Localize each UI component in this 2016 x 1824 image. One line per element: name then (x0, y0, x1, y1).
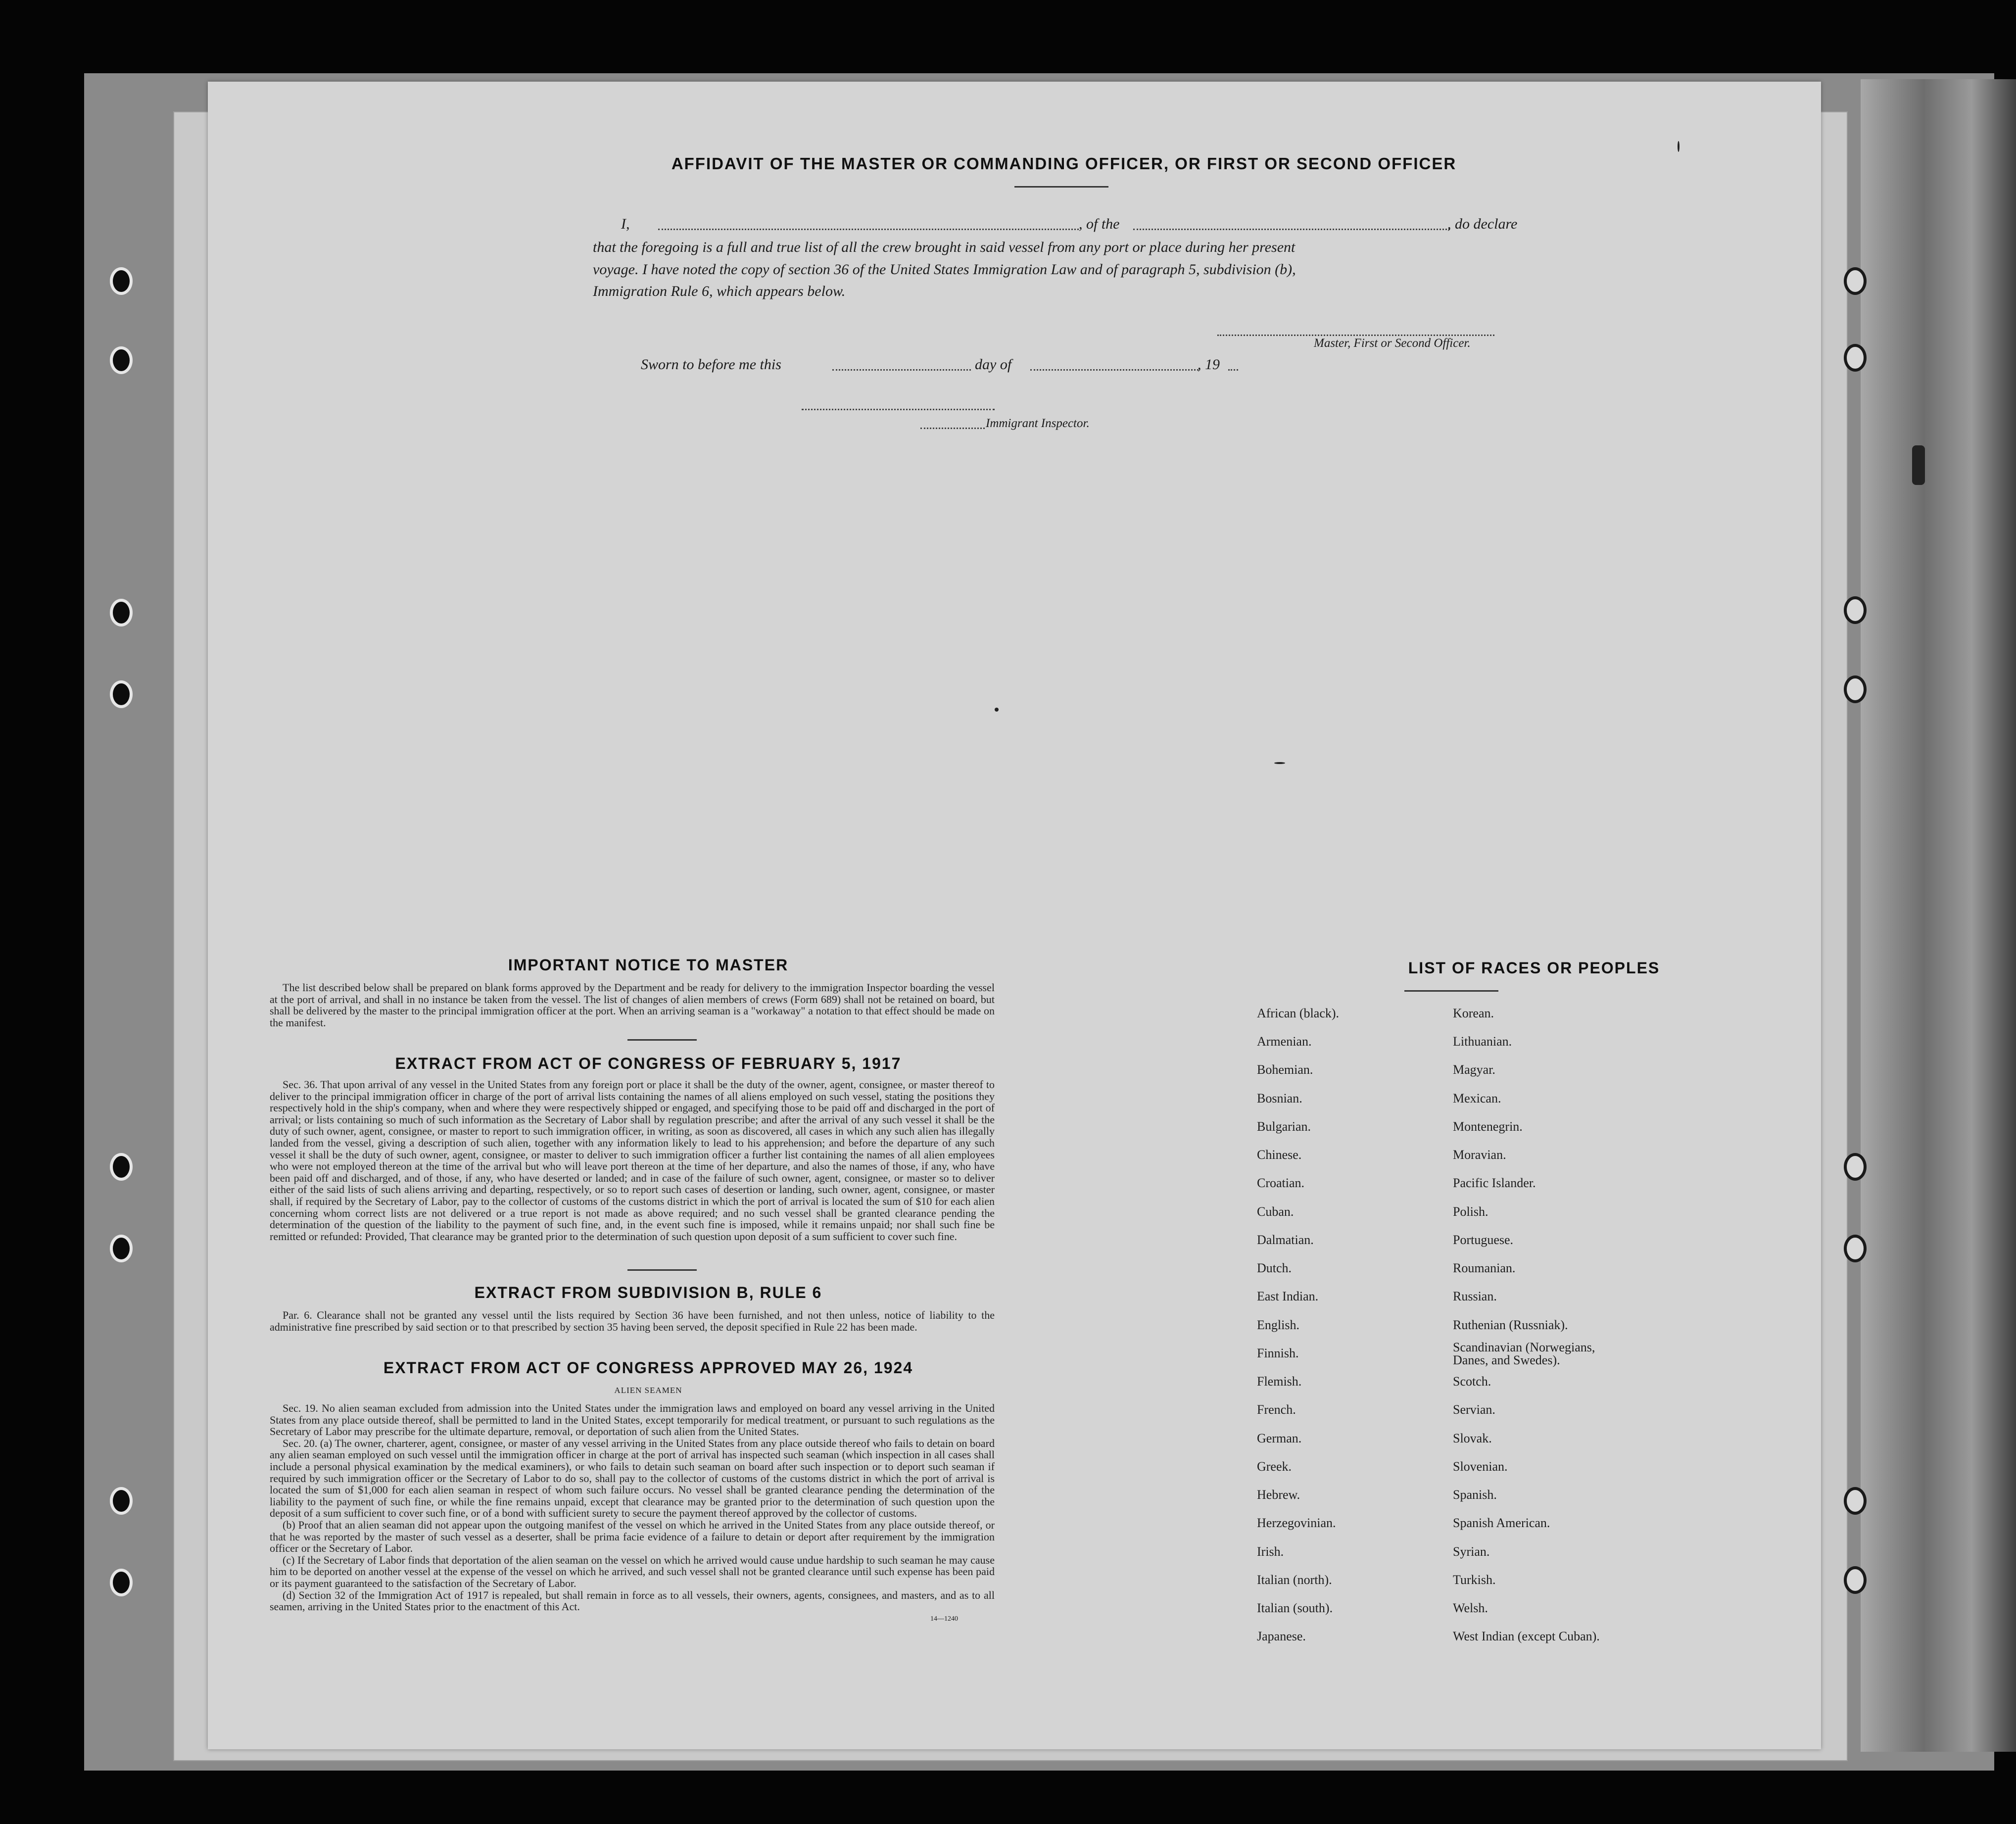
punch-hole-left-1 (110, 267, 133, 295)
race-item: German. (1257, 1431, 1302, 1445)
race-item: Slovak. (1453, 1431, 1492, 1445)
race-item: Scotch. (1453, 1374, 1491, 1389)
sworn-day-of: day of (975, 356, 1012, 373)
affidavit-line1-of-the: , of the (1079, 216, 1120, 232)
inspector-caption: Immigrant Inspector. (986, 417, 1090, 430)
rule6-title: EXTRACT FROM SUBDIVISION B, RULE 6 (474, 1284, 822, 1301)
punch-hole-left-7 (110, 1487, 133, 1515)
sworn-year: , 19 (1198, 356, 1220, 373)
extract-1917-title: EXTRACT FROM ACT OF CONGRESS OF FEBRUARY 5, 1917 (395, 1055, 902, 1072)
race-item: Dutch. (1257, 1261, 1292, 1275)
page-stack-edge (1861, 79, 2016, 1752)
race-item: Italian (north). (1257, 1573, 1332, 1587)
race-item: Bosnian. (1257, 1091, 1302, 1105)
race-item: Portuguese. (1453, 1233, 1514, 1247)
sec20a-paragraph: Sec. 20. (a) The owner, charterer, agent, consignee, or master of any vessel arriving in the United States from any place outside thereof who fails to detain on board any alien seaman employed on such vessel until the immigration officer in charge at the port of arrival has inspected such seaman (which inspection in all cases shall include a personal physical examination by the medical examiners), or who fails to detain such seaman on board after such inspection or to deport such seaman if required by such immigration officer or the Secretary of Labor to do so, shall pay to the collector of customs of the customs district in which the port of arrival is located the sum of $1,000 for each alien seaman in respect of whom such failure occurs. No vessel shall be granted clearance pending the determination of the liability to the payment of such fine, or while the fine remains unpaid, except that clearance may be granted prior to the determination of such question upon the deposit of a sum sufficient to cover such fine, or of a bond with sufficient surety to secure the payment thereof approved by the collector of customs. (270, 1437, 995, 1520)
sec19-paragraph: Sec. 19. No alien seaman excluded from admission into the United States under the immigration laws and employed on board any vessel arriving in the United States from any place outside thereof, shall be permitted to land in the United States, except temporarily for medical treatment, or pursuant to such regulations as the Secretary of Labor may prescribe for the ultimate departure, removal, or deportation of such alien from the United States. (270, 1402, 995, 1438)
race-item: Roumanian. (1453, 1261, 1516, 1275)
sworn-prefix: Sworn to before me this (641, 356, 781, 373)
race-item: Russian. (1453, 1289, 1497, 1303)
master-signature-caption: Master, First or Second Officer. (1314, 336, 1471, 350)
race-item: Turkish. (1453, 1573, 1496, 1587)
extract-1924-text (270, 1402, 995, 1613)
race-item: Servian. (1453, 1402, 1495, 1417)
race-item: Mexican. (1453, 1091, 1501, 1105)
race-item: Hebrew. (1257, 1488, 1300, 1502)
race-item: African (black). (1257, 1006, 1340, 1020)
race-item: Bulgarian. (1257, 1119, 1311, 1134)
sworn-day-field (832, 369, 971, 371)
race-item: West Indian (except Cuban). (1453, 1629, 1600, 1643)
form-number: 14—1240 (930, 1615, 958, 1623)
race-item: Ruthenian (Russniak). (1453, 1318, 1568, 1332)
race-item: Bohemian. (1257, 1062, 1313, 1077)
race-item: Magyar. (1453, 1062, 1495, 1077)
race-item: East Indian. (1257, 1289, 1319, 1303)
races-title: LIST OF RACES OR PEOPLES (1408, 959, 1660, 977)
race-item: Flemish. (1257, 1374, 1302, 1389)
notice-title: IMPORTANT NOTICE TO MASTER (508, 956, 789, 974)
affidavit-name-field (658, 229, 1079, 230)
race-item: Japanese. (1257, 1629, 1306, 1643)
rule6-paragraph: Par. 6. Clearance shall not be granted any vessel until the lists required by Section 36 have been furnished, and not then unless, notice of liability to the administrative fine prescribed by said section or to that prescribed by section 35 having been served, the deposit specified in Rule 22 has been made. (270, 1309, 995, 1333)
punch-hole-right-3 (1844, 596, 1867, 624)
punch-hole-right-1 (1844, 267, 1867, 295)
sec20d-paragraph: (d) Section 32 of the Immigration Act of 1917 is repealed, but shall remain in force as to all vessels, their owners, agents, consignees, and masters, and as to all seamen, arriving in the United States prior to the enactment of this Act. (270, 1588, 995, 1613)
sec20c-paragraph: (c) If the Secretary of Labor finds that deportation of the alien seaman on the vessel on which he arrived would cause undue hardship to such seaman he may cause him to be deported on another vessel at the expense of the vessel on which he arrived, and such vessel shall not be granted clearance until such expense has been paid or its payment guaranteed to the satisfaction of the Secretary of Labor. (270, 1553, 995, 1589)
race-item: Dalmatian. (1257, 1233, 1314, 1247)
affidavit-title-rule (1014, 186, 1108, 188)
scan-speck (1912, 445, 1925, 485)
race-item: English. (1257, 1318, 1299, 1332)
affidavit-line1-i: I, (621, 216, 630, 232)
extract-1924-title: EXTRACT FROM ACT OF CONGRESS APPROVED MAY 26, 1924 (383, 1359, 913, 1377)
race-item: Chinese. (1257, 1148, 1302, 1162)
punch-hole-left-6 (110, 1235, 133, 1262)
extract-1917-rule (627, 1269, 697, 1271)
scan-speck (1274, 762, 1285, 764)
race-item: Montenegrin. (1453, 1119, 1523, 1134)
affidavit-vessel-field (1133, 229, 1450, 230)
sec20b-paragraph: (b) Proof that an alien seaman did not appear upon the outgoing manifest of the vessel on which he arrived in the United States from any place outside thereof, or that he was reported by the master of such vessel as a deserter, shall be prima facie evidence of a failure to detain or deport after requirement by the immigration officer or the Secretary of Labor. (270, 1518, 995, 1555)
race-item: Slovenian. (1453, 1459, 1508, 1474)
race-item: Cuban. (1257, 1204, 1294, 1219)
race-item: Armenian. (1257, 1034, 1312, 1049)
race-item: Finnish. (1257, 1346, 1299, 1360)
sworn-year-field (1228, 369, 1238, 371)
punch-hole-left-8 (110, 1569, 133, 1596)
race-item: Herzegovinian. (1257, 1516, 1336, 1530)
punch-hole-right-6 (1844, 1235, 1867, 1262)
punch-hole-left-5 (110, 1153, 133, 1181)
alien-seamen-subtitle: ALIEN SEAMEN (614, 1386, 682, 1395)
punch-hole-right-5 (1844, 1153, 1867, 1181)
punch-hole-left-2 (110, 346, 133, 374)
punch-hole-right-7 (1844, 1487, 1867, 1515)
inspector-signature-field-2 (920, 428, 985, 429)
races-title-rule (1404, 990, 1498, 992)
inspector-signature-field (802, 409, 995, 410)
race-item: Croatian. (1257, 1176, 1305, 1190)
punch-hole-left-3 (110, 599, 133, 626)
race-item: Italian (south). (1257, 1601, 1333, 1615)
race-item: Welsh. (1453, 1601, 1488, 1615)
notice-rule (627, 1039, 697, 1041)
race-item: Scandinavian (Norwegians, Danes, and Swedes). (1453, 1340, 1595, 1367)
race-item: Spanish. (1453, 1488, 1497, 1502)
punch-hole-right-4 (1844, 675, 1867, 703)
extract-1917-text (270, 1079, 995, 1242)
scan-speck (1678, 141, 1680, 152)
race-item: Spanish American. (1453, 1516, 1550, 1530)
race-item: Irish. (1257, 1544, 1284, 1559)
sworn-month-field (1030, 369, 1199, 371)
affidavit-line4: Immigration Rule 6, which appears below. (593, 283, 846, 299)
affidavit-line2: that the foregoing is a full and true list of all the crew brought in said vessel from any port or place during her present (593, 239, 1296, 255)
affidavit-line3: voyage. I have noted the copy of section 36 of the United States Immigration Law and of paragraph 5, subdivision (b), (593, 261, 1296, 278)
notice-paragraph: The list described below shall be prepared on blank forms approved by the Department and be ready for delivery to the immigration Inspector boarding the vessel at the port of arrival, and shall in no instance be taken from the vessel. The list of changes of alien members of crews (Form 689) shall not be retained on board, but shall be delivered by the master to the principal immigration officer at the port. When an arriving seaman is a "workaway" a notation to that effect should be made on the manifest. (270, 981, 995, 1029)
affidavit-line1-declare: , do declare (1447, 216, 1518, 232)
notice-text (270, 982, 995, 1028)
race-item: Lithuanian. (1453, 1034, 1512, 1049)
race-item: Pacific Islander. (1453, 1176, 1536, 1190)
master-signature-field (1217, 335, 1494, 336)
race-item: Moravian. (1453, 1148, 1506, 1162)
race-item: Polish. (1453, 1204, 1488, 1219)
punch-hole-right-8 (1844, 1566, 1867, 1594)
race-item: Syrian. (1453, 1544, 1490, 1559)
punch-hole-left-4 (110, 680, 133, 708)
rule6-text (270, 1309, 995, 1333)
affidavit-title: AFFIDAVIT OF THE MASTER OR COMMANDING OFFICER, OR FIRST OR SECOND OFFICER (671, 154, 1457, 173)
scan-speck (995, 708, 999, 712)
punch-hole-right-2 (1844, 344, 1867, 372)
extract-1917-paragraph: Sec. 36. That upon arrival of any vessel in the United States from any foreign port or place it shall be the duty of the owner, agent, consignee, or master thereof to deliver to the principal immigration officer in charge of the port of arrival lists containing the names of all aliens employed on such vessel, stating the positions they respectively hold in the ship's company, when and where they were respectively shipped or engaged, and specifying those to be paid off and discharged in the port of arrival; or lists containing so much of such information as the Secretary of Labor shall by regulation prescribe; and after the arrival of any such vessel it shall be the duty of such owner, agent, consignee, or master to report to such immigration officer, in writing, as soon as discovered, all cases in which any such alien has illegally landed from the vessel, giving a description of such alien, together with any information likely to lead to his apprehension; and before the departure of any such vessel it shall be the duty of such owner, agent, consignee, or master to deliver to such immigration officer a further list containing the names of all alien employees who were not employed thereon at the time of the arrival but who will leave port thereon at the time of her departure, and also the names of those, if any, who have been paid off and discharged, and of those, if any, who have deserted or landed; and in case of the failure of such owner, agent, consignee, or master so to deliver either of the said lists of such aliens arriving and departing, respectively, or so to report such cases of desertion or landing, such owner, agent, consignee, or master shall, if required by the Secretary of Labor, pay to the collector of customs of the customs district in which the port of arrival is located the sum of $10 for each alien concerning whom correct lists are not delivered or a true report is not made as above required; and no such vessel shall be granted clearance pending the determination of the question of the liability to the payment of such fine, and, in the event such fine is imposed, while it remains unpaid; nor shall such fine be remitted or refunded: Provided, That clearance may be granted prior to the determination of such question upon deposit of a sum sufficient to cover such fine. (270, 1078, 995, 1243)
race-item: Korean. (1453, 1006, 1494, 1020)
race-item: French. (1257, 1402, 1296, 1417)
race-item: Greek. (1257, 1459, 1292, 1474)
